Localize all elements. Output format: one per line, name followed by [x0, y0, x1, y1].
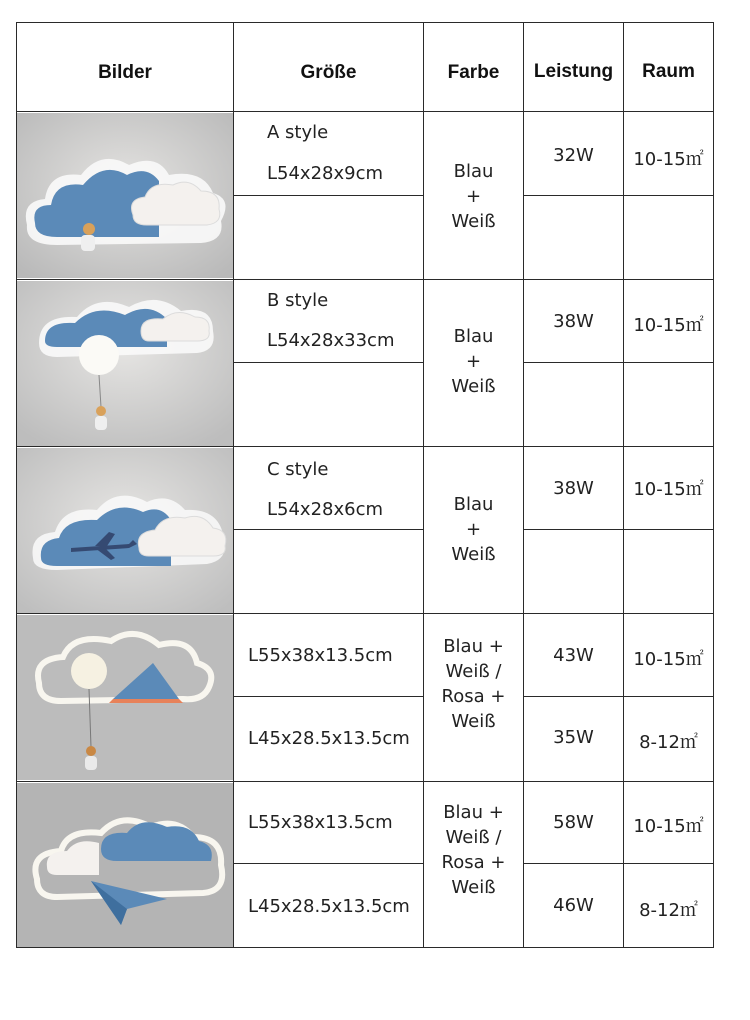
raum-value: 10-15㎡ [633, 479, 704, 500]
header-groesse: Größe [300, 61, 357, 83]
raum-value: 10-15㎡ [633, 315, 704, 336]
farbe-value: Blau + Weiß / Rosa + Weiß [441, 802, 506, 898]
product-image-e [17, 783, 233, 947]
raum-value: 10-15㎡ [633, 149, 704, 170]
leistung-value: 38W [553, 478, 594, 499]
header-leistung: Leistung [533, 60, 614, 82]
size-value: L54x28x33cm [267, 330, 395, 351]
header-farbe: Farbe [447, 61, 500, 83]
leistung-value: 32W [553, 145, 594, 166]
size-value: L55x38x13.5cm [248, 645, 393, 666]
size-value: L54x28x9cm [267, 163, 384, 184]
farbe-value: Blau + Weiß [451, 494, 496, 565]
product-image-a [17, 113, 233, 278]
size-value: L45x28.5x13.5cm [248, 896, 410, 917]
spec-table [16, 22, 714, 948]
product-image-c [17, 448, 233, 613]
leistung-value: 46W [553, 895, 594, 916]
header-raum: Raum [642, 60, 695, 82]
header-bilder: Bilder [98, 61, 152, 83]
farbe-value: Blau + Weiß [451, 161, 496, 232]
size-value: L45x28.5x13.5cm [248, 728, 410, 749]
style-label: B style [267, 290, 329, 311]
raum-value: 8-12㎡ [639, 900, 698, 921]
leistung-value: 35W [553, 727, 594, 748]
style-label: C style [267, 459, 329, 480]
product-image-d [17, 615, 233, 780]
size-value: L54x28x6cm [267, 499, 384, 520]
size-value: L55x38x13.5cm [248, 812, 393, 833]
farbe-value: Blau + Weiß / Rosa + Weiß [441, 636, 506, 732]
raum-value: 8-12㎡ [639, 732, 698, 753]
leistung-value: 38W [553, 311, 594, 332]
style-label: A style [267, 122, 329, 143]
leistung-value: 43W [553, 645, 594, 666]
farbe-value: Blau + Weiß [451, 326, 496, 397]
leistung-value: 58W [553, 812, 594, 833]
raum-value: 10-15㎡ [633, 816, 704, 837]
product-image-b [17, 281, 233, 446]
raum-value: 10-15㎡ [633, 649, 704, 670]
